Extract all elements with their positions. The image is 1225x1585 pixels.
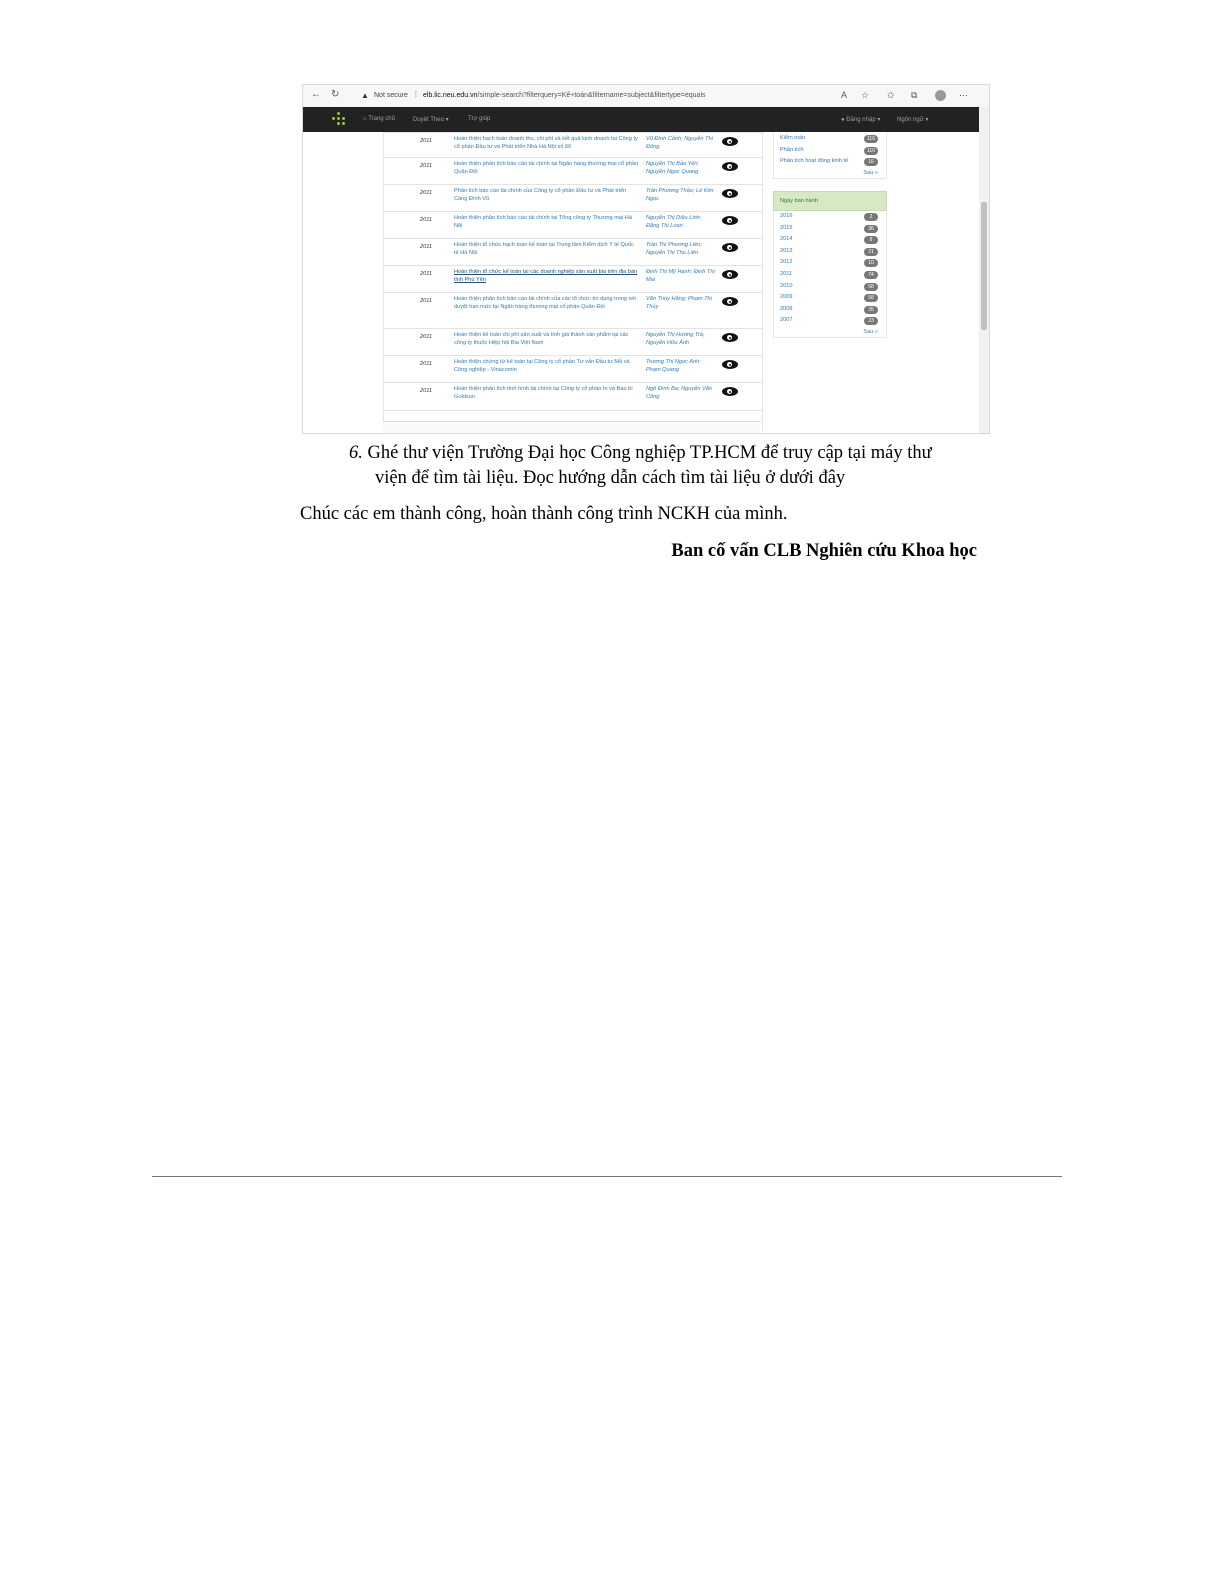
preview-eye-icon[interactable]	[722, 270, 738, 279]
result-year: 2011	[420, 388, 433, 394]
result-authors-link[interactable]: Trần Phương Thảo; Lê Kim Ngọc	[646, 188, 714, 202]
facet-item[interactable]	[773, 234, 887, 246]
preview-eye-icon[interactable]	[722, 137, 738, 146]
more-menu-icon[interactable]: ⋯	[959, 90, 968, 100]
result-authors-link[interactable]: Nguyễn Thị Bảo Yến; Nguyễn Ngọc Quang	[646, 161, 700, 175]
result-authors-link[interactable]: Văn Thùy Hằng; Phạm Thị Thủy	[646, 296, 712, 310]
result-title-link[interactable]: Phân tích báo cáo tài chính của Công ty cổ phần Đầu tư và Phát triển Cảng Đình Vũ	[454, 188, 627, 202]
site-navbar	[303, 107, 989, 132]
nav-help[interactable]: Trợ giúp	[468, 116, 491, 122]
facet-item[interactable]	[773, 246, 887, 258]
result-year: 2011	[420, 217, 433, 223]
result-authors-link[interactable]: Trương Thị Ngọc Anh; Phạm Quang	[646, 359, 701, 373]
list-item-6	[349, 441, 932, 465]
facet-item[interactable]	[773, 211, 887, 223]
table-row	[384, 292, 762, 329]
result-year: 2011	[420, 361, 433, 367]
facet-label: 2012	[780, 259, 793, 266]
date-issued-facet	[773, 191, 887, 338]
facet-count-badge: 23	[864, 317, 878, 325]
preview-eye-icon[interactable]	[722, 243, 738, 252]
facet-label: Kiểm toán	[780, 135, 806, 141]
facet-count-badge: 58	[864, 294, 878, 302]
result-title-link[interactable]: Hoàn thiện chứng từ kế toán tại Công ty cổ phần Tư vấn Đầu tư Mỏ và Công nghiệp - Vinacomin	[454, 359, 630, 373]
facet-count-badge: 21	[864, 248, 878, 256]
address-separator: |	[415, 91, 417, 98]
url-domain: elb.lic.neu.edu.vn	[423, 92, 478, 99]
result-year: 2011	[420, 163, 433, 169]
results-footer-bar	[383, 421, 761, 434]
result-title-link[interactable]: Hoàn thiện tổ chức hạch toán kế toán tại Trung tâm Kiểm dịch Y tế Quốc tế Hà Nội	[454, 242, 634, 256]
facet-count-badge: 110	[864, 147, 878, 155]
result-year: 2011	[420, 190, 433, 196]
result-title-link[interactable]: Hoàn thiện kế toán chi phí sản xuất và tính giá thành sản phẩm tại các công ty thuộc Hiệp hội Bia Việt Nam	[454, 332, 629, 346]
facet-count-badge: 58	[864, 283, 878, 291]
result-authors-link[interactable]: Đinh Thị Mỹ Hạnh; Đinh Thị Mai	[646, 269, 715, 283]
facet-item[interactable]	[773, 156, 887, 168]
facet-item[interactable]	[773, 315, 887, 327]
profile-avatar-icon[interactable]	[935, 90, 946, 101]
favorites-icon[interactable]: ✩	[887, 90, 895, 100]
caret-down-icon: ▾	[877, 117, 881, 123]
user-icon: ●	[841, 117, 847, 123]
facet-count-badge: 8	[864, 236, 878, 244]
preview-eye-icon[interactable]	[722, 387, 738, 396]
table-row	[384, 382, 762, 411]
facet-item[interactable]	[773, 269, 887, 281]
site-logo-icon[interactable]	[331, 112, 347, 128]
facet-count-badge: 16	[864, 158, 878, 166]
result-title-link[interactable]: Hoàn thiện phân tích báo cáo tài chính của các tổ chức tín dụng trong xét duyệt hạn mức tại Ngân hàng thương mại cổ phần Quân Đội	[454, 296, 636, 310]
facet-item[interactable]	[773, 281, 887, 293]
result-authors-link[interactable]: Nguyễn Thị Hương Trà; Nguyễn Hữu Ánh	[646, 332, 705, 346]
facet-label: Phân tích	[780, 146, 804, 153]
result-year: 2011	[420, 138, 433, 144]
signature-line: Ban cố vấn CLB Nghiên cứu Khoa học	[671, 541, 977, 561]
preview-eye-icon[interactable]	[722, 333, 738, 342]
result-title-link[interactable]: Hoàn thiện phân tích tình hình tài chính tại Công ty cổ phần In và Bao bì Goldsun	[454, 386, 633, 400]
nav-language[interactable]	[897, 116, 928, 123]
facet-count-badge: 35	[864, 306, 878, 314]
warning-icon: ▲	[361, 91, 369, 100]
facet-label: 2013	[780, 247, 793, 254]
facet-item[interactable]	[773, 304, 887, 316]
facet-more-link[interactable]: Sau »	[773, 168, 887, 179]
results-table	[383, 132, 763, 432]
facet-item[interactable]	[773, 145, 887, 157]
result-title-link[interactable]: Hoàn thiện tổ chức kế toán tại các doanh nghiệp sản xuất bia trên địa bàn tỉnh Phú Yên	[454, 269, 638, 283]
result-year: 2011	[420, 334, 433, 340]
facet-item[interactable]	[773, 257, 887, 269]
nav-browse-label: Duyệt Theo	[413, 117, 444, 123]
result-authors-link[interactable]: Nguyễn Thị Diệu Linh; Đặng Thị Loan	[646, 215, 702, 229]
home-icon: ⌂	[363, 116, 369, 122]
facet-label: 2008	[780, 305, 793, 312]
scrollbar-thumb[interactable]	[981, 202, 987, 330]
facet-count-badge: 2	[864, 213, 878, 221]
preview-eye-icon[interactable]	[722, 162, 738, 171]
table-row	[384, 211, 762, 239]
list-item-text-line2: viện để tìm tài liệu. Đọc hướng dẫn cách tìm tài liệu ở dưới đây	[375, 468, 846, 488]
result-authors-link[interactable]: Trần Thị Phương Liên; Nguyễn Thị Thu Liên	[646, 242, 702, 256]
facet-count-badge: 10	[864, 259, 878, 267]
result-year: 2011	[420, 271, 433, 277]
facet-item[interactable]	[773, 292, 887, 304]
preview-eye-icon[interactable]	[722, 216, 738, 225]
browser-address-bar	[303, 85, 989, 108]
facet-count-badge: 36	[864, 225, 878, 233]
preview-eye-icon[interactable]	[722, 189, 738, 198]
facet-label: 2007	[780, 317, 793, 324]
facet-label: 2011	[780, 270, 793, 277]
list-item-text-line1: Ghé thư viện Trường Đại học Công nghiệp TP.HCM để truy cập tại máy thư	[367, 443, 932, 463]
table-row	[384, 328, 762, 356]
preview-eye-icon[interactable]	[722, 297, 738, 306]
nav-home[interactable]	[363, 116, 395, 122]
nav-login-label: Đăng nhập	[846, 117, 876, 123]
url-text[interactable]	[423, 92, 706, 99]
table-row	[384, 132, 762, 158]
result-authors-link[interactable]: Ngô Đình Ba; Nguyễn Văn Công	[646, 386, 712, 400]
facet-label: 2014	[780, 236, 793, 243]
footer-divider	[152, 1176, 1062, 1177]
table-row	[384, 265, 762, 293]
table-row	[384, 355, 762, 383]
nav-home-label: Trang chủ	[368, 116, 395, 122]
caret-down-icon: ▾	[925, 117, 929, 123]
list-number: 6.	[349, 443, 363, 463]
facet-label: 2015	[780, 224, 793, 231]
facet-item[interactable]	[773, 223, 887, 235]
page-scrollbar[interactable]	[979, 107, 989, 433]
collections-icon[interactable]: ⧉	[911, 90, 918, 100]
favorite-star-icon[interactable]: ☆	[861, 90, 870, 100]
facet-label: Phân tích hoạt động kinh tế	[780, 158, 849, 165]
facet-label: 2009	[780, 294, 793, 301]
table-row	[384, 184, 762, 212]
result-title-link[interactable]: Hoàn thiện phân tích báo cáo tài chính tại Ngân hàng thương mại cổ phần Quân Đội	[454, 161, 639, 175]
url-path: /simple-search?filterquery=Kế+toán&filtername=subject&filtertype=equals	[477, 92, 706, 99]
embedded-screenshot	[302, 84, 990, 434]
closing-paragraph: Chúc các em thành công, hoàn thành công trình NCKH của mình.	[300, 504, 788, 524]
facet-label: 2010	[780, 282, 793, 289]
facet-header: Ngày ban hành	[773, 191, 887, 211]
table-row	[384, 157, 762, 185]
read-aloud-icon[interactable]: A	[841, 90, 848, 100]
result-year: 2011	[420, 298, 433, 304]
nav-browse[interactable]	[413, 116, 449, 123]
result-year: 2011	[420, 244, 433, 250]
facet-count-badge: 116	[864, 135, 878, 143]
table-row	[384, 238, 762, 266]
result-title-link[interactable]: Hoàn thiện phân tích báo cáo tài chính tại Tổng công ty Thương mại Hà Nội	[454, 215, 632, 229]
nav-language-label: Ngôn ngữ	[897, 117, 924, 123]
refresh-icon[interactable]: ↻	[331, 89, 340, 100]
facet-more-link[interactable]: Sau »	[773, 327, 887, 338]
facet-count-badge: 74	[864, 271, 878, 279]
caret-down-icon: ▾	[445, 117, 449, 123]
preview-eye-icon[interactable]	[722, 360, 738, 369]
back-icon[interactable]: ←	[311, 89, 321, 100]
facet-label: 2016	[780, 213, 793, 219]
result-authors-link[interactable]: Vũ Đình Cảnh; Nguyễn Thị Đông	[646, 136, 713, 150]
not-secure-label: Not secure	[374, 92, 408, 99]
subject-facet	[773, 133, 887, 179]
nav-login[interactable]	[841, 116, 880, 123]
facet-item[interactable]	[773, 133, 887, 145]
result-title-link[interactable]: Hoàn thiện hạch toán doanh thu, chi phí và kết quả kinh doanh tại Công ty cổ phần Đầu tư và Phát triển Nhà Hà Nội số 66	[454, 136, 638, 150]
